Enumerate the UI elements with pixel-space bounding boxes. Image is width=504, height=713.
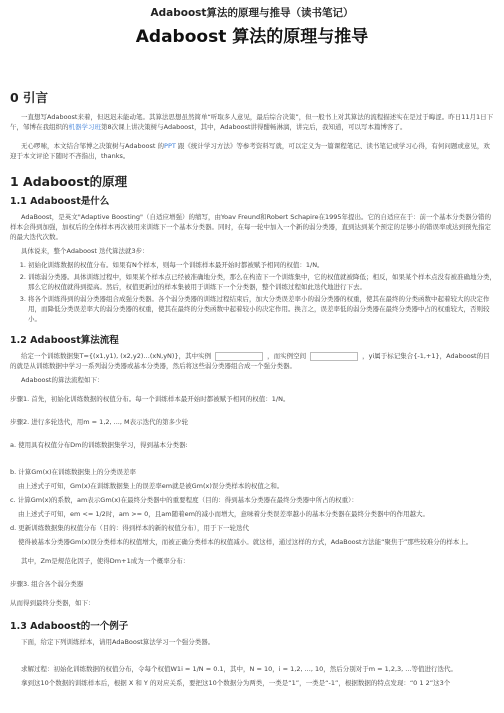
algorithm-step-2a: a. 使用具有权值分布Dm的训练数据集学习，得到基本分类器:	[10, 441, 188, 449]
algorithm-step-2b: b. 计算Gm(x)在训练数据集上的分类误差率	[10, 468, 137, 476]
algorithm-step-1: 步骤1. 首先，初始化训练数据的权值分布。每一个训练样本最开始时都被赋予相同的权值：1/N。	[10, 395, 290, 403]
algorithm-step-2c-detail: 由上述式子可知，em <= 1/2时，am >= 0，且am随着em的减小而增大，意味着分类误差率越小的基本分类器在最终分类器中的作用越大。	[18, 510, 429, 518]
list-item: 2. 训练弱分类器。具体训练过程中，如果某个样本点已经被准确地分类，那么在构造下一个训练集中，它的权值就被降低；相反，如果某个样本点没有被准确地分类，那么它的权值就得到提高。然后，权值更新过的样本集被用于训练下一个分类器，整个训练过程如此迭代地进行下去。	[28, 272, 496, 292]
intro-paragraph-2: 无心啰嗦，本文结合邹博之决策树与Adaboost 的PPT 跟《统计学习方法》等参考资料写就，可以定义为一篇课程笔记、读书笔记或学习心得，有何问题或意见，欢迎于本文评论下随时不吝指出，thanks。	[10, 142, 490, 160]
section-heading-principle: 1 Adaboost的原理	[10, 174, 128, 189]
example-paragraph-2: 求解过程：初始化训练数据的权值分布，令每个权值W1i = 1/N = 0.1，其中，N = 10，i = 1,2, ..., 10，然后分别对于m = 1,2,3, ...等值进行迭代。	[21, 665, 457, 673]
intro-paragraph-1: 一直想写Adaboost来着，但迟迟未能动笔。其算法思想虽然简单“听取多人意见，最后综合决策”，但一般书上对其算法的流程描述实在是过于晦涩。昨日11月1日下午，邹博在我组织的机器学习班第8次课上讲决策树与Adaboost，其中，Adaboost讲得酣畅淋漓，讲完后，我知道，可以写本篇博客了。	[10, 113, 494, 131]
subsection-heading-flow: 1.2 Adaboost算法流程	[10, 335, 119, 346]
algorithm-step-2: 步骤2. 进行多轮迭代，用m = 1,2, ..., M表示迭代的第多少轮	[10, 418, 189, 426]
ppt-link[interactable]: PPT	[164, 142, 176, 150]
normalization-note: 其中，Zm是规范化因子，使得Dm+1成为一个概率分布：	[21, 557, 190, 565]
section-heading-intro: 0 引言	[10, 90, 49, 105]
what-paragraph-1: AdaBoost，是英文"Adaptive Boosting"（自适应增强）的缩写，由Yoav Freund和Robert Schapire在1995年提出。它的自适应在于：前一个基本分类器分错的样本会得到加强，加权后的全体样本再次被用来训练下一个基本分类器。同时，在每一轮中加入一个新的弱分类器，直到达到某个预定的足够小的错误率或达到预先指定的最大迭代次数。	[10, 213, 492, 241]
formula-image-placeholder	[310, 352, 358, 361]
ml-class-link[interactable]: 机器学习班	[68, 123, 101, 131]
subsection-heading-example: 1.3 Adaboost的一个例子	[10, 621, 129, 632]
example-paragraph-1: 下面，给定下列训练样本，请用AdaBoost算法学习一个强分类器。	[21, 638, 215, 646]
example-paragraph-3: 拿到这10个数据的训练样本后，根据 X 和 Y 的对应关系，要把这10个数据分为两类，一类是“1”，一类是“-1”，根据数据的特点发现：“0 1 2”这3个	[21, 679, 451, 687]
article-title: Adaboost 算法的原理与推导	[135, 27, 369, 47]
document-title: Adaboost算法的原理与推导（读书笔记）	[150, 7, 354, 19]
formula-image-placeholder	[215, 352, 263, 361]
algorithm-step-2d-detail: 使得被基本分类器Gm(x)误分类样本的权值增大，而被正确分类样本的权值减小。就这样，通过这样的方式，AdaBoost方法能“聚焦于”那些较难分的样本上。	[18, 538, 473, 546]
flow-paragraph-1: 给定一个训练数据集T={(x1,y1), (x2,y2)…(xN,yN)}，其中实例 ，而实例空间 ，yi属于标记集合{-1,+1}，Adaboost的目的就是从训练数据中学习一系列弱分类器或基本分类器，然后将这些弱分类器组合成一个强分类器。	[10, 352, 490, 370]
list-item: 3. 将各个训练得到的弱分类器组合成强分类器。各个弱分类器的训练过程结束后，加大分类误差率小的弱分类器的权重，使其在最终的分类函数中起着较大的决定作用，而降低分类误差率大的弱分类器的权重，使其在最终的分类函数中起着较小的决定作用。换言之，误差率低的弱分类器在最终分类器中占的权重较大，否则较小。	[28, 294, 496, 324]
algorithm-step-3: 步骤3. 组合各个弱分类器	[10, 580, 84, 588]
steps-list	[10, 260, 496, 324]
flow-paragraph-2: Adaboost的算法流程如下：	[21, 376, 104, 384]
article-body	[10, 90, 496, 692]
algorithm-step-2b-detail: 由上述式子可知，Gm(x)在训练数据集上的误差率em就是被Gm(x)误分类样本的权值之和。	[18, 482, 284, 490]
algorithm-step-2d: d. 更新训练数据集的权值分布（目的：得到样本的新的权值分布），用于下一轮迭代	[10, 524, 250, 532]
subsection-heading-what: 1.1 Adaboost是什么	[10, 196, 110, 207]
algorithm-step-3-note: 从而得到最终分类器，如下：	[10, 599, 95, 607]
what-paragraph-2: 具体说来，整个Adaboost 迭代算法就3步：	[21, 247, 149, 255]
list-item: 1. 初始化训练数据的权值分布。如果有N个样本，则每一个训练样本最开始时都被赋予相同的权值：1/N。	[28, 260, 496, 270]
algorithm-step-2c: c. 计算Gm(x)的系数，am表示Gm(x)在最终分类器中的重要程度（目的：得到基本分类器在最终分类器中所占的权重）：	[10, 496, 358, 504]
